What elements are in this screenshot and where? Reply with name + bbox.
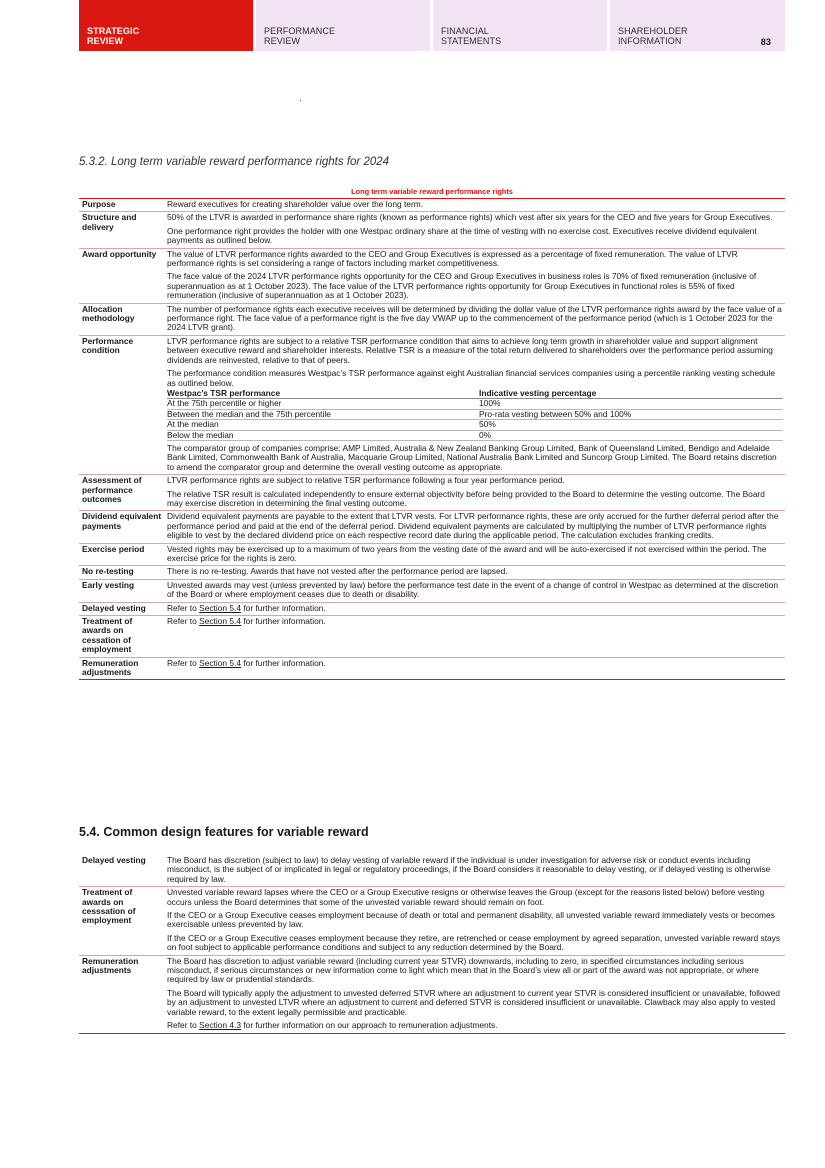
tsr-vesting-table xyxy=(167,389,783,441)
refer-prefix: Refer to xyxy=(167,657,197,668)
table-row xyxy=(79,211,785,247)
row-label: Early vesting xyxy=(82,579,135,590)
column-header: Westpac’s TSR performance xyxy=(167,389,479,399)
tab-label-line2: REVIEW xyxy=(264,36,301,46)
row-content xyxy=(165,956,785,1033)
paragraph: If the CEO or a Group Executive ceases employment because of death or total and permanent disability, all unvested variable reward immediately vests or becomes exercisable unless prevented by law. xyxy=(167,910,775,930)
tab-label-line1: STRATEGIC xyxy=(87,26,140,36)
ltvr-table xyxy=(79,186,785,680)
paragraph: The performance condition measures Westpac’s TSR performance against eight Australian financial services companies using a percentile ranking vesting schedule as outlined below. xyxy=(167,368,775,388)
row-label: Structure and delivery xyxy=(82,212,137,232)
tab-label-line1: FINANCIAL xyxy=(441,26,489,36)
row-content xyxy=(165,511,785,542)
table-row xyxy=(79,602,785,615)
table-row xyxy=(167,420,783,430)
row-label: Remuneration adjustments xyxy=(82,955,139,976)
table-row xyxy=(167,409,783,419)
table-row xyxy=(79,615,785,657)
row-label: Dividend equivalent payments xyxy=(82,511,162,531)
table-row xyxy=(79,474,785,510)
paragraph: The relative TSR result is calculated independently to ensure external objectivity before being provided to the Board to determine the vesting outcome. The Board may exercise discretion in determining the final vesting outcome. xyxy=(167,488,765,508)
table-title: Long term variable reward performance rights xyxy=(351,187,513,196)
paragraph: One performance right provides the holder with one Westpac ordinary share at the time of vesting with no exercise cost. Executives receive dividend equivalent payments as outlined below. xyxy=(167,225,757,246)
table-cell: Below the median xyxy=(167,430,479,440)
section-heading: 5.4. Common design features for variable reward xyxy=(79,825,369,839)
row-content xyxy=(165,616,785,657)
table-row xyxy=(79,657,785,681)
stray-dot xyxy=(300,100,301,101)
row-label: Award opportunity xyxy=(82,248,157,259)
row-label: Purpose xyxy=(82,199,116,209)
tab-label-line1: PERFORMANCE xyxy=(264,26,336,36)
tab-label-line2: STATEMENTS xyxy=(441,36,502,46)
paragraph xyxy=(167,604,783,613)
row-content xyxy=(165,475,785,510)
table-row xyxy=(79,303,785,335)
paragraph: The number of performance rights each executive receives will be determined by dividing the dollar value of the LTVR performance rights award by the face value of a performance right. The face value of a performance right is the five day VWAP up to the commencement of the performance period (which is 1 October 2023 for the 2024 LTVR grant). xyxy=(167,303,782,333)
paragraph: Unvested variable reward lapses where the CEO or a Group Executive resigns or otherwise leaves the Group (except for the reasons listed below) before vesting occurs unless the Board determines that some of the unvested variable reward should remain on foot. xyxy=(167,887,765,907)
paragraph: Dividend equivalent payments are payable to the extent that LTVR vests. For LTVR performance rights, these are only accrued for the further deferral period after the performance period and paid at the end of the deferral period. Dividend equivalent payments are calculated by multiplying the number of LTVR performance rights eligible to vest by the declared dividend price on each respective record date during the applicable period. The calculation excludes franking credits. xyxy=(167,511,779,541)
table-row xyxy=(167,399,783,409)
tab-label-line2: INFORMATION xyxy=(618,36,682,46)
tab-label-line1: SHAREHOLDER xyxy=(618,26,688,36)
row-label: Treatment of awards on cessation of employment xyxy=(82,616,133,655)
section-link[interactable]: Section 5.4 xyxy=(199,616,242,627)
table-cell: 50% xyxy=(479,420,783,430)
common-features-table xyxy=(79,855,785,1034)
tab-label-line2: REVIEW xyxy=(87,36,124,46)
row-label: Assessment of performance outcomes xyxy=(82,475,142,504)
paragraph xyxy=(167,1021,783,1030)
row-label: Delayed vesting xyxy=(82,602,146,613)
refer-prefix: Refer to xyxy=(167,602,197,613)
tab-strategic-review[interactable] xyxy=(79,0,253,51)
refer-suffix: for further information. xyxy=(243,657,326,668)
row-content xyxy=(165,566,785,578)
paragraph: 50% of the LTVR is awarded in performance share rights (known as performance rights) which vest after six years for the CEO and five years for Group Executives. xyxy=(167,212,773,223)
table-cell: 100% xyxy=(479,399,783,409)
table-row xyxy=(79,510,785,542)
table-row xyxy=(79,579,785,602)
section-link[interactable]: Section 5.4 xyxy=(199,602,242,613)
paragraph: There is no re-testing. Awards that have not vested after the performance period are lapsed. xyxy=(167,566,508,577)
row-label: No re-testing xyxy=(82,566,134,577)
row-content xyxy=(165,336,785,474)
row-content xyxy=(165,580,785,602)
paragraph: The comparator group of companies comprise: AMP Limited, Australia & New Zealand Banking Group Limited, Bank of Queensland Limited, Bendigo and Adelaide Bank Limited, Commonwealth Bank of Australia, Macquarie Group Limited, National Australia Bank Limited and Suncorp Group Limited. The Board retains discretion to amend the comparator group and determine the overall vesting outcome as appropriate. xyxy=(167,442,777,472)
row-content xyxy=(165,212,785,247)
table-cell: 0% xyxy=(479,430,783,440)
tab-performance-review[interactable] xyxy=(256,0,430,51)
table-row xyxy=(79,543,785,566)
paragraph: The face value of the 2024 LTVR performance rights opportunity for the CEO and Group Executives in business roles is 70% of fixed remuneration (inclusive of superannuation as at 1 October 2023). The face value of the LTVR performance rights opportunity for Group Executives in functional roles is 55% of fixed remuneration (inclusive of superannuation as at 1 October 2023). xyxy=(167,271,757,301)
tsr-header-row xyxy=(167,389,783,399)
paragraph xyxy=(167,617,783,626)
table-row xyxy=(79,955,785,1034)
column-header: Indicative vesting percentage xyxy=(479,389,783,399)
section-title: 5.3.2. Long term variable reward performance rights for 2024 xyxy=(79,156,390,168)
page-number: 83 xyxy=(760,37,771,47)
tab-financial-statements[interactable] xyxy=(433,0,607,51)
table-cell: At the 75th percentile or higher xyxy=(167,399,479,409)
row-content xyxy=(165,249,785,303)
row-content xyxy=(165,304,785,335)
paragraph: Reward executives for creating shareholder value over the long term. xyxy=(167,199,424,209)
paragraph: The Board will typically apply the adjustment to unvested deferred STVR where an adjustment to current year STVR is considered insufficient or unavailable, followed by an adjustment to unvested LTVR where an adjustment to current and deferred STVR is considered insufficient or unavailable. Clawback may also apply to vested variable reward, to the extent legally permissible and practicable. xyxy=(167,987,780,1017)
row-content xyxy=(165,855,785,886)
row-label: Exercise period xyxy=(82,543,145,554)
table-row xyxy=(79,886,785,954)
refer-prefix: Refer to xyxy=(167,1020,197,1031)
section-link[interactable]: Section 5.4 xyxy=(199,657,242,668)
table-cell: Pro-rata vesting between 50% and 100% xyxy=(479,409,783,419)
row-label: Performance condition xyxy=(82,335,134,356)
row-content xyxy=(165,603,785,615)
section-link[interactable]: Section 4.3 xyxy=(199,1020,242,1031)
table-row xyxy=(79,335,785,474)
refer-suffix: for further information. xyxy=(243,602,326,613)
paragraph: Vested rights may be exercised up to a maximum of two years from the vesting date of the award and will be auto-exercised if not exercised within the period. The exercise price for the rights is zero. xyxy=(167,543,767,563)
paragraph: Unvested awards may vest (unless prevented by law) before the performance test date in the event of a change of control in Westpac as determined at the discretion of the Board or where employment ceases due to death or disability. xyxy=(167,579,779,600)
paragraph: The Board has discretion to adjust variable reward (including current year STVR) downwards, including to zero, in specified circumstances including serious misconduct, if serious circumstances or new information come to light which mean that in the Board’s view all or part of the award was not appropriate, or where required by law or prudential standards. xyxy=(167,955,759,985)
row-content xyxy=(165,887,785,954)
table-cell: At the median xyxy=(167,420,479,430)
row-content xyxy=(165,199,785,211)
paragraph: The value of LTVR performance rights awarded to the CEO and Group Executives is expressed as a percentage of fixed remuneration. The value of LTVR performance rights is set considering a range of factors including market competitiveness. xyxy=(167,248,738,269)
paragraph: The Board has discretion (subject to law) to delay vesting of variable reward if the individual is under investigation for adverse risk or conduct events including misconduct, is the subject of or implicated in legal or regulatory proceedings, if the Board considers it reasonable to delay vesting, or if delayed vesting is otherwise required by law. xyxy=(167,855,771,884)
row-label: Delayed vesting xyxy=(82,855,146,865)
paragraph: LTVR performance rights are subject to relative TSR performance following a four year performance period. xyxy=(167,475,565,486)
refer-suffix: for further information. xyxy=(243,616,326,627)
row-content xyxy=(165,544,785,566)
refer-prefix: Refer to xyxy=(167,616,197,627)
row-label: Remuneration adjustments xyxy=(82,657,139,678)
paragraph: LTVR performance rights are subject to a relative TSR performance condition that aims to achieve long term growth in shareholder value and support alignment between executive reward and shareholder interests. Relative TSR is a measure of the total return delivered to shareholders over the performance period assuming dividends are reinvested, relative to that of peers. xyxy=(167,335,773,365)
table-row xyxy=(79,565,785,578)
tab-shareholder-information[interactable] xyxy=(610,0,785,51)
paragraph: If the CEO or a Group Executive ceases employment because they retire, are retrenched or cease employment by agreed separation, unvested variable reward stays on foot subject to applicable performance conditions and subject to any reduction determined by the Board. xyxy=(167,932,781,953)
table-cell: Between the median and the 75th percentile xyxy=(167,409,479,419)
section-nav xyxy=(79,0,785,51)
row-label: Allocation methodology xyxy=(82,303,135,324)
row-content xyxy=(165,658,785,680)
table-row xyxy=(167,430,783,440)
refer-suffix: for further information on our approach to remuneration adjustments. xyxy=(243,1020,498,1031)
paragraph xyxy=(167,659,783,668)
table-row xyxy=(79,198,785,211)
table-row xyxy=(79,248,785,303)
table-row xyxy=(79,855,785,886)
row-label: Treatment of awards on cesssation of employment xyxy=(82,887,136,926)
